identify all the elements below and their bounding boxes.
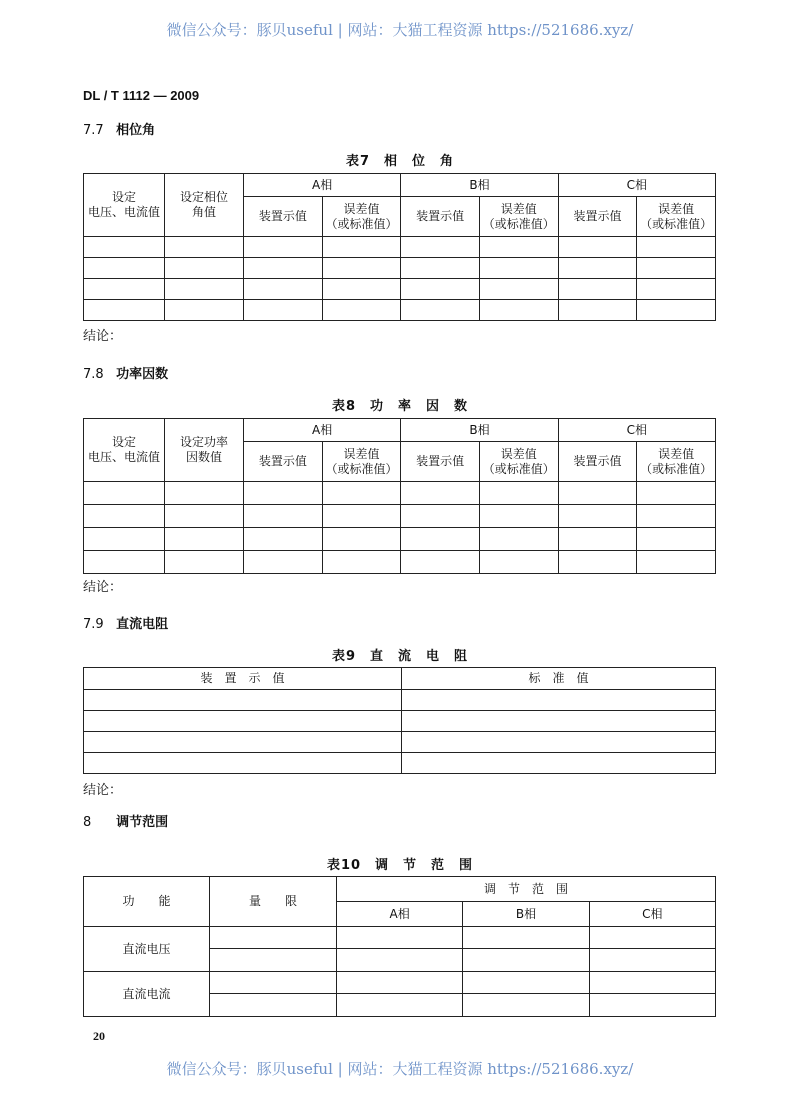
section-heading-8 bbox=[83, 811, 168, 830]
watermark-bottom: 微信公众号：豚贝useful | 网站：大猫工程资源 https://521686.xyz/ bbox=[166, 1060, 634, 1078]
table-cell bbox=[165, 300, 244, 321]
table-row bbox=[84, 551, 716, 574]
table-cell bbox=[84, 237, 165, 258]
document-code: DL / T 1112 — 2009 bbox=[83, 88, 200, 103]
table-cell bbox=[84, 528, 165, 551]
watermark-top: 微信公众号：豚贝useful | 网站：大猫工程资源 https://521686.xyz/ bbox=[166, 21, 634, 39]
table-cell bbox=[401, 237, 480, 258]
table-cell bbox=[165, 505, 244, 528]
table-cell bbox=[165, 237, 244, 258]
table-row bbox=[84, 732, 716, 753]
table-cell bbox=[637, 482, 716, 505]
table-cell bbox=[558, 279, 637, 300]
conclusion-label: 结论： bbox=[83, 580, 123, 595]
header-range-limit: 量 限 bbox=[210, 877, 337, 927]
table-cell bbox=[589, 994, 715, 1017]
header-set-value: 设定 电压、电流值 bbox=[84, 174, 165, 237]
table-cell bbox=[84, 711, 402, 732]
table-cell bbox=[479, 551, 558, 574]
table-caption: 表7 相 位 角 bbox=[345, 154, 455, 169]
header-phase-c: C相 bbox=[589, 902, 715, 927]
header-error: 误差值 （或标准值） bbox=[322, 197, 401, 237]
table-cell bbox=[337, 949, 463, 972]
header-error: 误差值 （或标准值） bbox=[637, 197, 716, 237]
table-cell bbox=[479, 258, 558, 279]
header-error: 误差值 （或标准值） bbox=[479, 197, 558, 237]
header-device-reading: 装置示值 bbox=[401, 442, 480, 482]
table-cell bbox=[165, 258, 244, 279]
section-heading-7-7 bbox=[83, 119, 155, 138]
table-cell bbox=[401, 279, 480, 300]
table-cell bbox=[401, 505, 480, 528]
table-cell bbox=[244, 551, 323, 574]
table-cell bbox=[244, 237, 323, 258]
table-cell bbox=[637, 300, 716, 321]
table-cell bbox=[637, 258, 716, 279]
section-title: 相位角 bbox=[116, 123, 156, 138]
table-cell bbox=[558, 505, 637, 528]
table-cell bbox=[322, 551, 401, 574]
table-cell bbox=[558, 528, 637, 551]
table-cell bbox=[84, 258, 165, 279]
table-cell bbox=[558, 551, 637, 574]
section-number: 7.8 bbox=[83, 367, 104, 382]
table-caption: 表8 功 率 因 数 bbox=[331, 399, 469, 414]
table-cell bbox=[165, 482, 244, 505]
table-adjustment-range bbox=[83, 876, 716, 1017]
table-cell bbox=[401, 300, 480, 321]
table-cell bbox=[84, 482, 165, 505]
table-cell bbox=[463, 927, 589, 949]
section-number: 7.9 bbox=[83, 617, 104, 632]
section-heading-7-8 bbox=[83, 363, 168, 382]
table-cell bbox=[558, 300, 637, 321]
section-title: 功率因数 bbox=[116, 367, 169, 382]
table-row bbox=[84, 258, 716, 279]
table-cell bbox=[84, 732, 402, 753]
header-phase-a: A相 bbox=[244, 419, 401, 442]
table-cell bbox=[84, 505, 165, 528]
table-cell bbox=[322, 505, 401, 528]
header-phase-c: C相 bbox=[558, 174, 715, 197]
table-cell bbox=[402, 732, 716, 753]
table-row bbox=[84, 482, 716, 505]
section-number: 7.7 bbox=[83, 123, 104, 138]
header-device-reading: 装置示值 bbox=[244, 442, 323, 482]
table-cell bbox=[322, 279, 401, 300]
table-cell bbox=[589, 927, 715, 949]
table-row bbox=[84, 237, 716, 258]
table-cell bbox=[210, 927, 337, 949]
table-cell bbox=[637, 528, 716, 551]
header-device-reading: 装置示值 bbox=[558, 197, 637, 237]
header-device-reading: 装置示值 bbox=[401, 197, 480, 237]
table-cell bbox=[463, 972, 589, 994]
table-cell bbox=[558, 237, 637, 258]
table-cell bbox=[244, 300, 323, 321]
header-set-value: 设定 电压、电流值 bbox=[84, 419, 165, 482]
table-cell bbox=[244, 528, 323, 551]
header-error: 误差值 （或标准值） bbox=[479, 442, 558, 482]
table-cell bbox=[84, 753, 402, 774]
table-cell bbox=[479, 279, 558, 300]
table-row bbox=[84, 279, 716, 300]
conclusion-label: 结论： bbox=[83, 783, 123, 798]
table-cell bbox=[322, 258, 401, 279]
table-cell bbox=[322, 237, 401, 258]
table-cell bbox=[244, 505, 323, 528]
table-row bbox=[84, 711, 716, 732]
header-function: 功 能 bbox=[84, 877, 210, 927]
table-row bbox=[84, 300, 716, 321]
table-cell bbox=[337, 972, 463, 994]
header-error: 误差值 （或标准值） bbox=[322, 442, 401, 482]
table-caption: 表9 直 流 电 阻 bbox=[331, 649, 469, 664]
header-set-pf: 设定功率 因数值 bbox=[165, 419, 244, 482]
table-cell bbox=[479, 528, 558, 551]
row-label-dc-current: 直流电流 bbox=[84, 972, 210, 1017]
table-cell bbox=[84, 551, 165, 574]
row-label-dc-voltage: 直流电压 bbox=[84, 927, 210, 972]
table-row bbox=[84, 753, 716, 774]
table-cell bbox=[337, 927, 463, 949]
table-cell bbox=[401, 482, 480, 505]
table-cell bbox=[401, 528, 480, 551]
section-number: 8 bbox=[83, 815, 92, 830]
header-phase-a: A相 bbox=[337, 902, 463, 927]
table-cell bbox=[401, 551, 480, 574]
table-cell bbox=[210, 949, 337, 972]
table-cell bbox=[322, 482, 401, 505]
header-set-angle: 设定相位 角值 bbox=[165, 174, 244, 237]
table-power-factor bbox=[83, 418, 716, 574]
table-dc-resistance bbox=[83, 667, 716, 774]
table-cell bbox=[463, 949, 589, 972]
table-cell bbox=[479, 300, 558, 321]
table-cell bbox=[558, 482, 637, 505]
table-cell bbox=[637, 237, 716, 258]
table-cell bbox=[558, 258, 637, 279]
table-cell bbox=[165, 279, 244, 300]
table-row bbox=[84, 528, 716, 551]
table-cell bbox=[479, 505, 558, 528]
table-cell bbox=[84, 690, 402, 711]
section-title: 调节范围 bbox=[116, 815, 169, 830]
table-cell bbox=[210, 972, 337, 994]
header-error: 误差值 （或标准值） bbox=[637, 442, 716, 482]
header-device-reading: 装 置 示 值 bbox=[84, 668, 402, 690]
conclusion-label: 结论： bbox=[83, 329, 123, 344]
header-phase-a: A相 bbox=[244, 174, 401, 197]
table-cell bbox=[402, 690, 716, 711]
section-title: 直流电阻 bbox=[116, 617, 169, 632]
table-cell bbox=[244, 482, 323, 505]
table-cell bbox=[589, 949, 715, 972]
table-cell bbox=[401, 258, 480, 279]
table-cell bbox=[322, 528, 401, 551]
table-cell bbox=[402, 711, 716, 732]
table-cell bbox=[402, 753, 716, 774]
table-cell bbox=[322, 300, 401, 321]
table-cell bbox=[84, 279, 165, 300]
table-cell bbox=[637, 505, 716, 528]
header-device-reading: 装置示值 bbox=[244, 197, 323, 237]
header-phase-c: C相 bbox=[558, 419, 715, 442]
table-caption: 表10 调 节 范 围 bbox=[326, 858, 474, 873]
table-row bbox=[84, 505, 716, 528]
table-cell bbox=[479, 482, 558, 505]
header-phase-b: B相 bbox=[463, 902, 589, 927]
table-cell bbox=[637, 279, 716, 300]
table-cell bbox=[210, 994, 337, 1017]
table-cell bbox=[244, 279, 323, 300]
section-heading-7-9 bbox=[83, 613, 168, 632]
table-cell bbox=[165, 528, 244, 551]
table-cell bbox=[84, 300, 165, 321]
header-adjustment-range: 调 节 范 围 bbox=[337, 877, 716, 902]
table-cell bbox=[244, 258, 323, 279]
table-cell bbox=[165, 551, 244, 574]
header-phase-b: B相 bbox=[401, 174, 558, 197]
table-cell bbox=[337, 994, 463, 1017]
table-cell bbox=[479, 237, 558, 258]
page-number: 20 bbox=[93, 1029, 105, 1043]
header-device-reading: 装置示值 bbox=[558, 442, 637, 482]
header-standard-value: 标 准 值 bbox=[402, 668, 716, 690]
table-cell bbox=[637, 551, 716, 574]
table-phase-angle bbox=[83, 173, 716, 321]
header-phase-b: B相 bbox=[401, 419, 558, 442]
table-cell bbox=[589, 972, 715, 994]
table-row bbox=[84, 690, 716, 711]
table-cell bbox=[463, 994, 589, 1017]
